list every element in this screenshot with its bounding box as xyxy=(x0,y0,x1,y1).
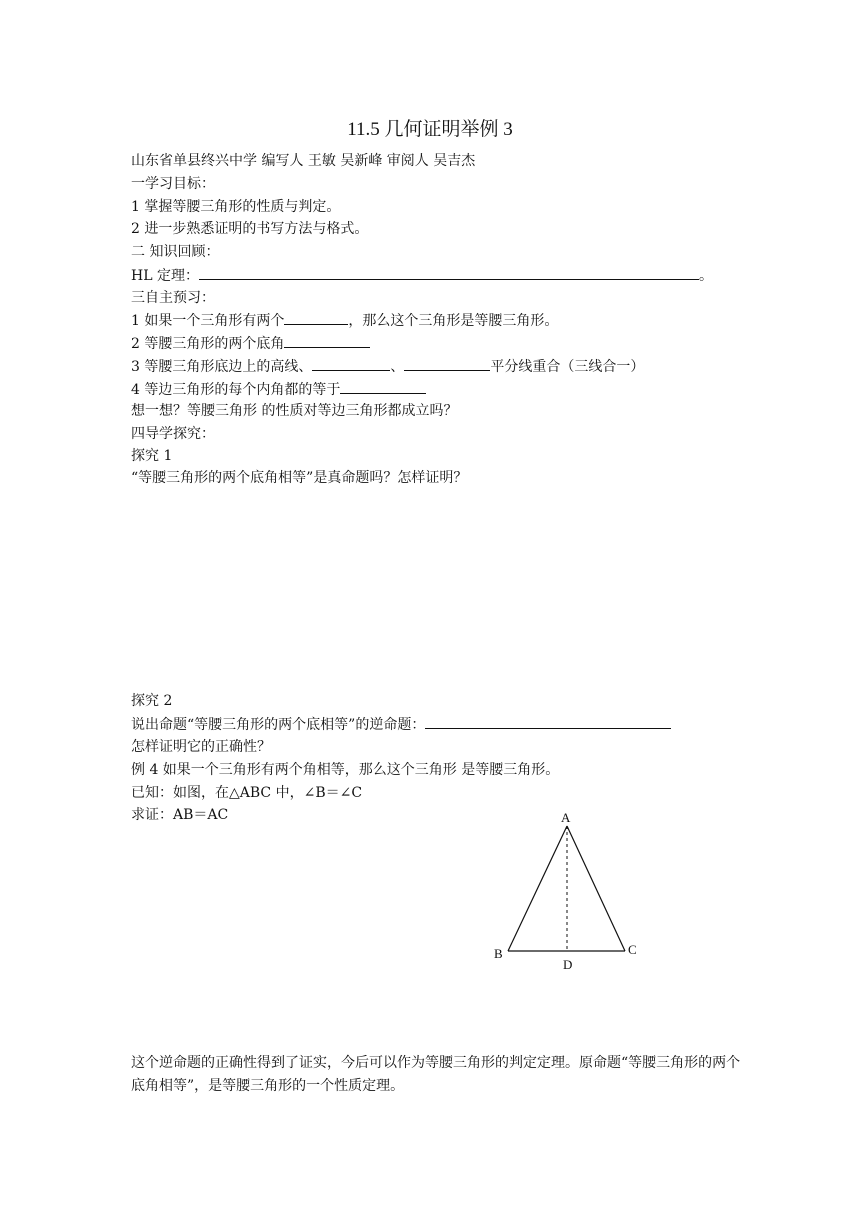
preview-heading: 三自主预习： xyxy=(131,290,215,306)
hl-label: HL 定理： xyxy=(131,268,199,284)
explore-2-prompt: 说出命题“等腰三角形的两个底相等”的逆命题： xyxy=(131,717,426,733)
conclusion-paragraph: 这个逆命题的正确性得到了证实，今后可以作为等腰三角形的判定定理。原命题“等腰三角形的两个底角相等”，是等腰三角形的一个性质定理。 xyxy=(131,1055,741,1094)
goal-1: 1 掌握等腰三角形的性质与判定。 xyxy=(131,199,341,215)
think-question: 想一想？等腰三角形 的性质对等边三角形都成立吗？ xyxy=(131,403,458,419)
preview-3-blank-2[interactable] xyxy=(404,356,490,371)
side-ac xyxy=(567,826,625,951)
explore-1-title: 探究 1 xyxy=(131,448,173,464)
preview-3-blank-1[interactable] xyxy=(312,356,390,371)
preview-1-blank[interactable] xyxy=(284,310,348,325)
preview-item-1 xyxy=(131,310,558,331)
foot-label-d: D xyxy=(563,957,573,972)
vertex-label-c: C xyxy=(628,942,637,957)
preview-2-text: 2 等腰三角形的两个底角 xyxy=(131,336,285,352)
author-line: 山东省单县终兴中学 编写人 王敏 吴新峰 审阅人 吴吉杰 xyxy=(131,153,476,169)
explore-2-title: 探究 2 xyxy=(131,693,173,709)
preview-3-text-c: 平分线重合（三线合一） xyxy=(490,359,645,375)
vertex-label-a: A xyxy=(561,810,571,825)
preview-item-2 xyxy=(131,333,370,354)
preview-item-3 xyxy=(131,356,644,377)
converse-blank[interactable] xyxy=(425,714,671,729)
goals-heading: 一学习目标： xyxy=(131,176,215,192)
preview-3-text-a: 3 等腰三角形底边上的高线、 xyxy=(131,359,313,375)
preview-4-blank[interactable] xyxy=(340,379,426,394)
explore-heading: 四导学探究： xyxy=(131,426,215,442)
hl-theorem-line xyxy=(131,265,713,286)
page-title: 11.5 几何证明举例 3 xyxy=(347,119,513,140)
preview-4-text: 4 等边三角形的每个内角都的等于 xyxy=(131,382,341,398)
explore-2-question: 怎样证明它的正确性？ xyxy=(131,739,271,755)
example-4: 例 4 如果一个三角形有两个角相等，那么这个三角形 是等腰三角形。 xyxy=(131,762,560,778)
explore-2-prompt-line xyxy=(131,714,671,735)
given-statement: 已知：如图，在△ABC 中，∠B＝∠C xyxy=(131,785,363,801)
goal-2: 2 进一步熟悉证明的书写方法与格式。 xyxy=(131,221,369,237)
explore-1-question: “等腰三角形的两个底角相等”是真命题吗？怎样证明？ xyxy=(131,470,468,486)
preview-1-text-b: ，那么这个三角形是等腰三角形。 xyxy=(348,313,559,329)
preview-1-text-a: 1 如果一个三角形有两个 xyxy=(131,313,285,329)
side-ab xyxy=(508,826,567,951)
preview-3-text-b: 、 xyxy=(390,359,405,375)
preview-2-blank[interactable] xyxy=(284,333,370,348)
hl-blank[interactable] xyxy=(199,265,699,280)
review-heading: 二 知识回顾： xyxy=(131,244,220,260)
hl-end: 。 xyxy=(698,268,713,284)
vertex-label-b: B xyxy=(494,946,503,961)
prove-statement: 求证：AB＝AC xyxy=(131,807,229,823)
preview-item-4 xyxy=(131,379,426,400)
